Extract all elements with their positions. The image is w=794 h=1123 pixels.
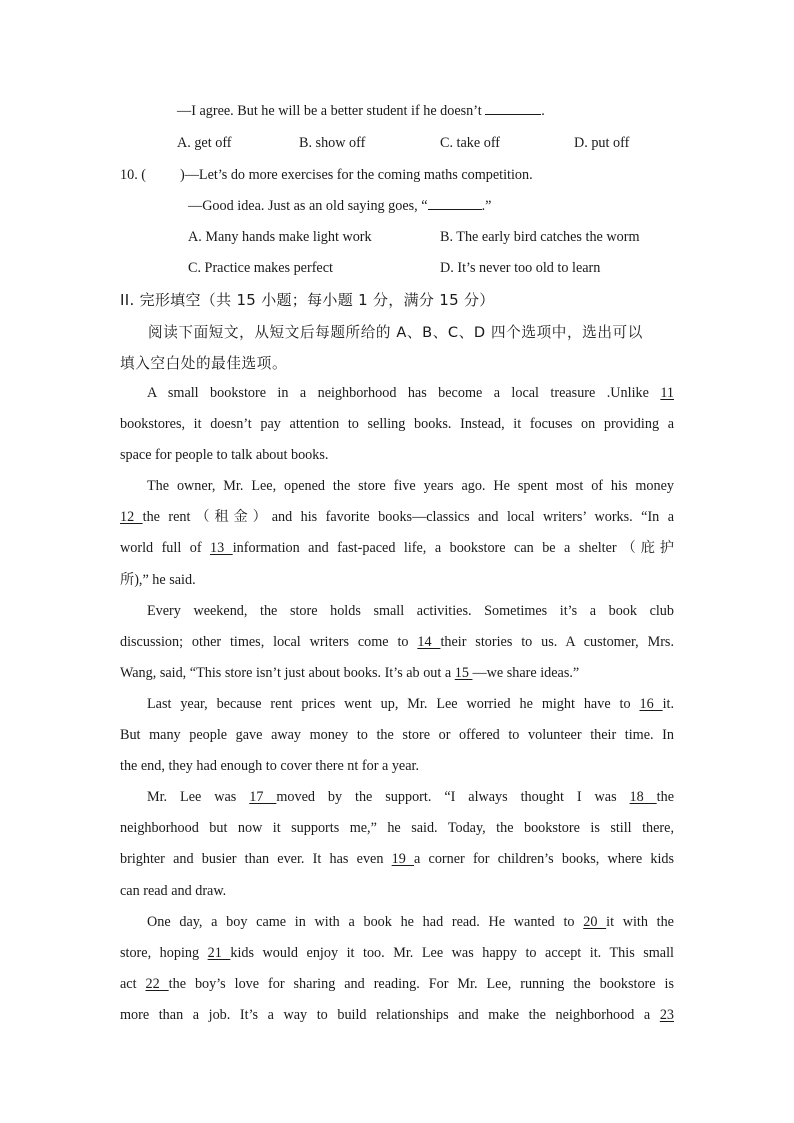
blank-22[interactable]: 22 <box>145 975 169 992</box>
passage-text: the rent（租金）and his favorite books—classics and local writers’ works. “In a <box>142 509 675 526</box>
blank-21[interactable]: 21 <box>207 944 231 961</box>
passage-text: —we share ideas.” <box>472 664 580 681</box>
passage-text: But many people gave away money to the store or offered to volunteer their time. In <box>120 727 674 744</box>
passage-line <box>120 720 674 751</box>
passage-line <box>120 876 674 907</box>
blank-14[interactable]: 14 <box>417 633 441 650</box>
passage-line <box>120 440 674 471</box>
passage-text: bookstores, it doesn’t pay attention to selling books. Instead, it focuses on providing a <box>120 416 674 433</box>
passage-text: world full of <box>120 540 211 557</box>
q10-dialogue: )—Let’s do more exercises for the coming maths competition. <box>180 167 533 183</box>
passage-line <box>120 565 674 596</box>
passage-text: Wang, said, “This store isn’t just about books. It’s ab out a <box>120 664 455 681</box>
q9-option-b[interactable]: B. show off <box>299 135 366 151</box>
passage-line <box>120 844 674 875</box>
q10-reply-text: —Good idea. Just as an old saying goes, “ <box>188 198 428 214</box>
passage-text: the <box>656 789 675 806</box>
q9-option-d[interactable]: D. put off <box>574 135 630 151</box>
q9-dialogue-text: —I agree. But he will be a better student if he doesn’t <box>177 103 482 119</box>
q10-number: 10. ( <box>120 167 147 183</box>
q9-dialogue-end: . <box>541 103 545 119</box>
blank-12[interactable]: 12 <box>120 509 143 526</box>
passage-text: a corner for children’s books, where kids <box>414 851 674 868</box>
section-instruction-line1: 阅读下面短文，从短文后每题所给的 A、B、C、D 四个选项中，选出可以 <box>148 324 643 341</box>
blank-19[interactable]: 19 <box>391 851 415 868</box>
passage-text: discussion; other times, local writers come to <box>120 633 418 650</box>
q10-option-b[interactable]: B. The early bird catches the worm <box>440 229 640 245</box>
blank-15[interactable]: 15 <box>454 664 473 681</box>
passage-text: the end, they had enough to cover there nt for a year. <box>120 758 420 775</box>
blank-18[interactable]: 18 <box>629 789 657 806</box>
q10-stem <box>120 165 533 185</box>
passage-text: A small bookstore in a neighborhood has become a local treasure .Unlike <box>147 385 661 401</box>
passage-text: 所),” he said. <box>120 571 196 588</box>
blank-16[interactable]: 16 <box>639 695 663 712</box>
q10-blank <box>428 196 482 210</box>
blank-11[interactable]: 11 <box>660 385 674 401</box>
passage-text: it. <box>662 695 675 712</box>
passage-line <box>120 502 674 533</box>
q10-option-a[interactable]: A. Many hands make light work <box>188 229 372 245</box>
passage-text: more than a job. It’s a way to build relationships and make the neighborhood a <box>120 1006 660 1023</box>
passage-text: moved by the support. “I always thought I was <box>276 789 630 806</box>
passage-text: store, hoping <box>120 944 208 961</box>
passage-text: Mr. Lee was <box>147 789 250 806</box>
passage-line <box>120 969 674 1000</box>
passage-text: neighborhood but now it supports me,” he said. Today, the bookstore is still there, <box>120 820 674 837</box>
passage-line <box>120 907 674 938</box>
passage-text: brighter and busier than ever. It has even <box>120 851 392 868</box>
q10-reply <box>188 196 491 216</box>
passage-text: The owner, Mr. Lee, opened the store five years ago. He spent most of his money <box>147 478 674 495</box>
passage-text: space for people to talk about books. <box>120 447 329 464</box>
q10-option-d[interactable]: D. It’s never too old to learn <box>440 260 601 276</box>
cloze-passage <box>120 378 674 1031</box>
passage-line <box>120 533 674 564</box>
passage-line <box>120 658 674 689</box>
passage-text: Last year, because rent prices went up, Mr. Lee worried he might have to <box>147 695 640 712</box>
passage-line <box>120 471 674 502</box>
passage-line <box>120 1000 674 1031</box>
passage-text: act <box>120 975 146 992</box>
q10-option-c[interactable]: C. Practice makes perfect <box>188 260 333 276</box>
passage-text: kids would enjoy it too. Mr. Lee was happy to accept it. This small <box>230 944 674 961</box>
q10-reply-end: .” <box>481 198 492 214</box>
passage-line <box>120 627 674 658</box>
q9-option-c[interactable]: C. take off <box>440 135 501 151</box>
passage-line <box>120 813 674 844</box>
q9-blank <box>485 101 541 115</box>
passage-line <box>120 596 674 627</box>
passage-text: can read and draw. <box>120 882 227 899</box>
passage-line <box>120 751 674 782</box>
passage-text: Every weekend, the store holds small activities. Sometimes it’s a book club <box>147 602 674 619</box>
blank-17[interactable]: 17 <box>249 789 277 806</box>
passage-text: information and fast-paced life, a bookstore can be a shelter（庇护 <box>232 540 674 557</box>
passage-line <box>120 378 674 409</box>
blank-23[interactable]: 23 <box>659 1006 674 1023</box>
passage-line <box>120 938 674 969</box>
q9-option-a[interactable]: A. get off <box>177 135 232 151</box>
passage-text: the boy’s love for sharing and reading. For Mr. Lee, running the bookstore is <box>168 975 675 992</box>
section-instruction-line2: 填入空白处的最佳选项。 <box>120 355 288 372</box>
passage-text: One day, a boy came in with a book he had read. He wanted to <box>147 913 584 930</box>
section-title: II. 完形填空（共 15 小题；每小题 1 分，满分 15 分） <box>120 291 495 309</box>
q9-dialogue <box>177 101 545 121</box>
passage-line <box>120 409 674 440</box>
passage-line <box>120 782 674 813</box>
passage-text: it with the <box>606 913 674 930</box>
passage-line <box>120 689 674 720</box>
passage-text: their stories to us. A customer, Mrs. <box>440 633 675 650</box>
blank-13[interactable]: 13 <box>210 540 233 557</box>
blank-20[interactable]: 20 <box>583 913 607 930</box>
